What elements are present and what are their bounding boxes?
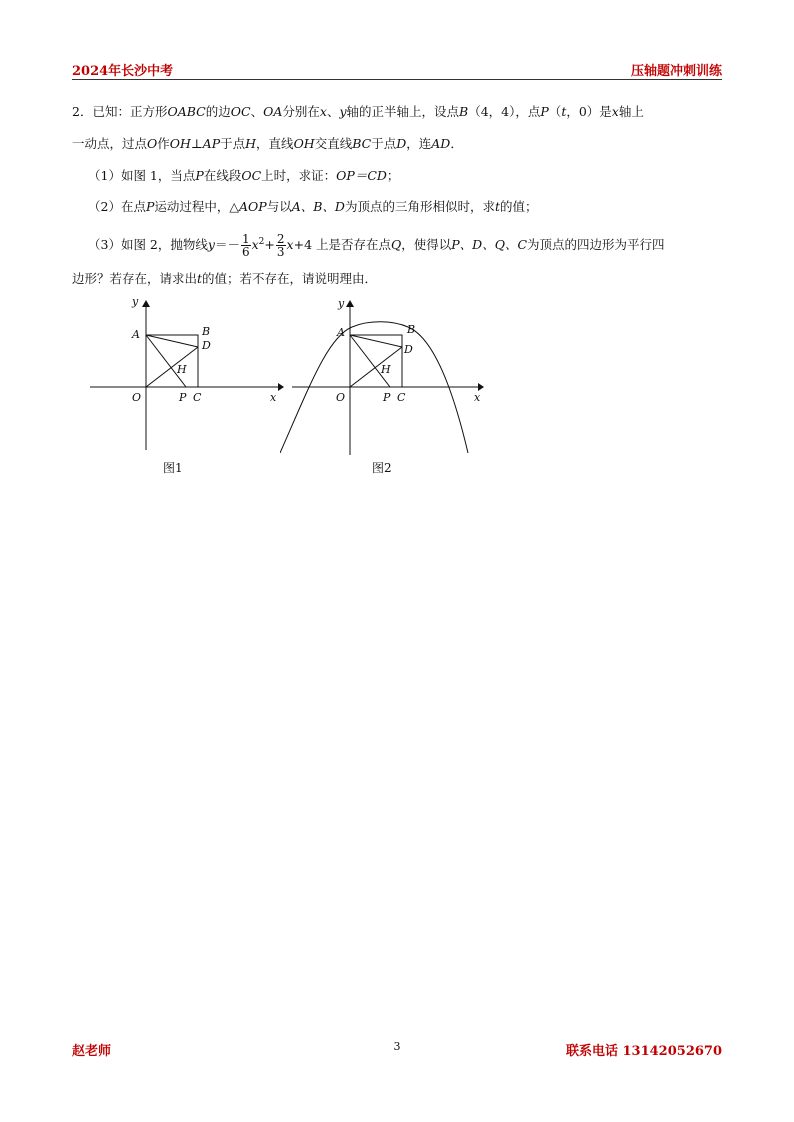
- question-line-2: 一动点，过点O作OH⊥AP于点H，直线OH交直线BC于点D，连AD．: [72, 136, 463, 151]
- x-axis-arrow: [478, 383, 484, 391]
- segment-od: [146, 347, 198, 387]
- label-c: C: [397, 391, 406, 404]
- page-number: 3: [393, 1040, 401, 1053]
- label-x: x: [270, 391, 277, 404]
- fraction-two-thirds: $\frac{2}{3}$: [276, 232, 285, 260]
- label-p: P: [179, 391, 187, 404]
- fraction-one-sixth: $\frac{1}{6}$: [241, 232, 250, 260]
- question-line-1: 2．已知：正方形OABC的边OC、OA分别在x、y轴的正半轴上，设点B（4，4），点P（t，0）是x轴上: [72, 104, 644, 119]
- header-divider: [72, 79, 722, 80]
- header-left: 2024年长沙中考: [72, 64, 174, 79]
- label-y: y: [338, 297, 345, 310]
- footer-right: 联系电话 13142052670: [565, 1044, 722, 1059]
- y-axis-arrow: [346, 300, 354, 307]
- square-oabc: [350, 335, 402, 387]
- figure-1: [88, 295, 288, 480]
- label-x: x: [474, 391, 481, 404]
- footer-left: 赵老师: [72, 1044, 112, 1059]
- square-oabc: [146, 335, 198, 387]
- label-b: B: [407, 323, 416, 336]
- label-d: D: [202, 339, 211, 352]
- label-d: D: [404, 343, 413, 356]
- label-y: y: [132, 295, 139, 308]
- subquestion-3-cont: 边形？若存在，请求出t的值；若不存在，请说明理由．: [72, 271, 378, 286]
- question-number: 2．: [72, 104, 93, 119]
- label-a: A: [337, 326, 345, 339]
- label-c: C: [193, 391, 202, 404]
- label-o: O: [336, 391, 346, 404]
- label-h: H: [177, 363, 187, 376]
- figure-2: [280, 295, 490, 480]
- label-a: A: [132, 328, 140, 341]
- subquestion-3: （3）如图 2，抛物线y＝－ $\frac{1}{6}$ $x^2+$ $\frac{2}{3}$ x+4 上是否存在点Q，使得以P、D、Q、C为顶点的四边形为平行四: [88, 232, 665, 260]
- figure-1-caption: 图1: [163, 461, 183, 475]
- label-b: B: [202, 325, 211, 338]
- figure-2-caption: 图2: [372, 461, 392, 475]
- header-right: 压轴题冲刺训练: [630, 64, 722, 79]
- label-o: O: [132, 391, 142, 404]
- segment-od: [350, 347, 402, 387]
- label-h: H: [381, 363, 391, 376]
- y-axis-arrow: [142, 300, 150, 307]
- subquestion-1: （1）如图 1，当点P在线段OC上时，求证：OP＝CD；: [88, 168, 400, 183]
- subquestion-2: （2）在点P运动过程中，△AOP与以A、B、D为顶点的三角形相似时，求t的值；: [88, 199, 538, 214]
- label-p: P: [383, 391, 391, 404]
